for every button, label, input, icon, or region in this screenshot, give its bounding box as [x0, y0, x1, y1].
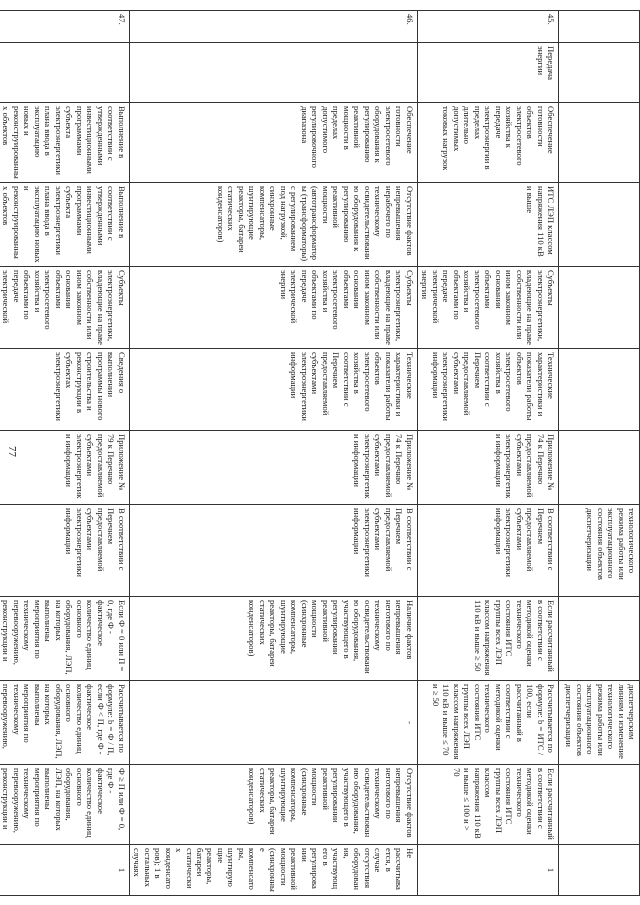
row-basis: В соответствии с Перечнем предоставляемой субъектами электроэнергетики информации	[0, 505, 129, 597]
row-calc: Рассчитывается по формуле: b = ИТС / 100, если рассчитанный в соответствии с методикой оценки технического состояния ИТС группы всех ЛЭП классом напряжения 110 кВ и выше ≤ 70 и ≥ 50	[417, 681, 558, 765]
row-basis: В соответствии с Перечнем предоставляемой субъектами электроэнергетики информации	[129, 505, 417, 597]
cell-indicator	[559, 103, 640, 183]
row-criterion: Если рассчитанный в соответствии с методикой оценки технического состояния ИТС группы всех ЛЭП классом напряжения 110 кВ и выше ≥ 50	[417, 597, 558, 681]
cell-process	[559, 349, 640, 431]
cell-name	[559, 43, 640, 103]
row-weight: 1	[417, 845, 558, 896]
row-subjects: Субъекты электроэнергетики, владеющие на праве собственности или ином законном основании объектами электросетевого хозяйства и объектами по передаче электрической энергии	[417, 267, 558, 349]
row-basis: В соответствии с Перечнем предоставляемой субъектами электроэнергетики информации	[417, 505, 558, 597]
row-number: 45.	[417, 11, 558, 43]
cell-calc	[559, 597, 640, 681]
row-threshold: Если рассчитанный в соответствии с методикой оценки технического состояния ИТС группы всех ЛЭП классом напряжения 110 кВ и выше ≤ 100 и > 70	[417, 765, 558, 845]
row-weight: 1	[0, 845, 129, 896]
row-criterion: Если Ф = 0 или П = 0, где Ф - фактическое количество единиц основного оборудования, ЛЭП, на которых выполнены мероприятия по техническому перевооружению, реконструкции и	[0, 597, 129, 681]
cell-subjects	[559, 267, 640, 349]
table-row-continuation	[559, 11, 640, 896]
cell-num	[559, 11, 640, 43]
cell-extra	[559, 765, 640, 845]
row-number: 47.	[0, 11, 129, 43]
table-row	[0, 11, 129, 896]
row-measure: ИТС ЛЭП классом напряжения 110 кВ и выше	[417, 183, 558, 267]
row-subjects: Субъекты электроэнергетики, владеющие на праве собственности или ином законном основании объектами электросетевого хозяйства и объектами по передаче электрической	[0, 267, 129, 349]
cell-weight	[559, 845, 640, 896]
row-indicator: Обеспечение готовности объектов электросетевого хозяйства к передаче электроэнергии в пределах длительно допустимых токовых нагрузок	[417, 103, 558, 183]
row-subjects: Субъекты электроэнергетики, владеющие на праве собственности или ином законном основании объектами электросетевого хозяйства и объектами по передаче электрической энергии	[129, 267, 417, 349]
row-number: 46.	[129, 11, 417, 43]
row-process: Технические характеристики и показатели работы объектов электросетевого хозяйства в соответствии с Перечнем предоставляемой субъектами электроэнергетики информации	[129, 349, 417, 431]
row-calc: Рассчитывается по формуле: b = Ф / П, если Ф < П, где Ф - фактическое количество единиц основного оборудования, ЛЭП, на которых выполнены мероприятия по техническому перевооружению,	[0, 681, 129, 765]
table-row	[129, 11, 417, 896]
row-measure: Выполнение в соответствии с утвержденными инвестиционными программами субъекта электроэнергетики плана ввода в эксплуатацию новых и реконструированных объектов	[0, 183, 129, 267]
row-weight: Не рассчитывается, в случае отсутствия оборудования, участвующего в регулировании реактивной мощности (синхронные компенсаторы, шунтирующие реакторы, батареи статических конденсаторов); 1 в остальных случаях	[129, 845, 417, 896]
row-source-doc: Приложение № 79 к Перечню предоставляемой субъектами электроэнергетики информации	[0, 431, 129, 505]
row-source-doc: Приложение № 74 к Перечню предоставляемой субъектами электроэнергетики информации	[129, 431, 417, 505]
cell-measure	[559, 183, 640, 267]
row-calc: -	[129, 681, 417, 765]
row-threshold: Отсутствие фактов непревышения неготового по техническому освидетельствованию оборудования, участвующего в регулировании реактивной мощности (синхронные компенсаторы, шунтирующие реакторы, батареи статических конденсаторов)	[129, 765, 417, 845]
row-name	[129, 43, 417, 103]
row-threshold: Ф ≥ П или Ф = 0, где Ф - фактическое количество единиц основного оборудования, ЛЭП, на которых выполнены мероприятия по техническому перевооружению, реконструкции и	[0, 765, 129, 845]
row-process: Сведения о выполнении программы нового строительства и реконструкции в субъектах электроэнергетики	[0, 349, 129, 431]
cell-criterion: технологического режима работы или эксплуатационного состояния объектов диспетчеризации	[559, 505, 640, 597]
row-name	[0, 43, 129, 103]
row-criterion: Наличие фактов непревышения неготового по техническому освидетельствованию оборудования, участвующего в регулировании реактивной мощности (синхронные компенсаторы, шунтирующие реакторы, батареи статических конденсаторов)	[129, 597, 417, 681]
row-indicator: Обеспечение готовности электросетевого оборудования к регулированию реактивной мощности в пределах допустимого регулировочного диапазона	[129, 103, 417, 183]
criteria-table	[0, 10, 640, 896]
row-name: Передача энергии	[417, 43, 558, 103]
row-measure: Отсутствие фактов непревышения нерабочего по техническому освидетельствованию оборудования к регулированию реактивной мощности (автотрансформаторы (трансформаторы) с регулированием под нагрузкой, синхронные компенсаторы, шунтирующие реакторы, батареи статических конденсаторов)	[129, 183, 417, 267]
row-source-doc: Приложение № 74 к Перечню предоставляемой субъектами электроэнергетики информации	[417, 431, 558, 505]
row-process: Технические характеристики и показатели работы объектов электросетевого хозяйства в соответствии с Перечнем предоставляемой субъектами электроэнергетики информации	[417, 349, 558, 431]
table-row	[417, 11, 558, 896]
page-number: 77	[6, 446, 18, 457]
cell-source	[559, 431, 640, 505]
row-indicator: Выполнение в соответствии с утвержденными инвестиционными программами субъекта электроэнергетики плана ввода в эксплуатацию новых и реконструированных объектов	[0, 103, 129, 183]
cell-threshold: диспетчерским линиям и изменение технологического режима работы или эксплуатационного состояния объектов диспетчеризации	[559, 681, 640, 765]
